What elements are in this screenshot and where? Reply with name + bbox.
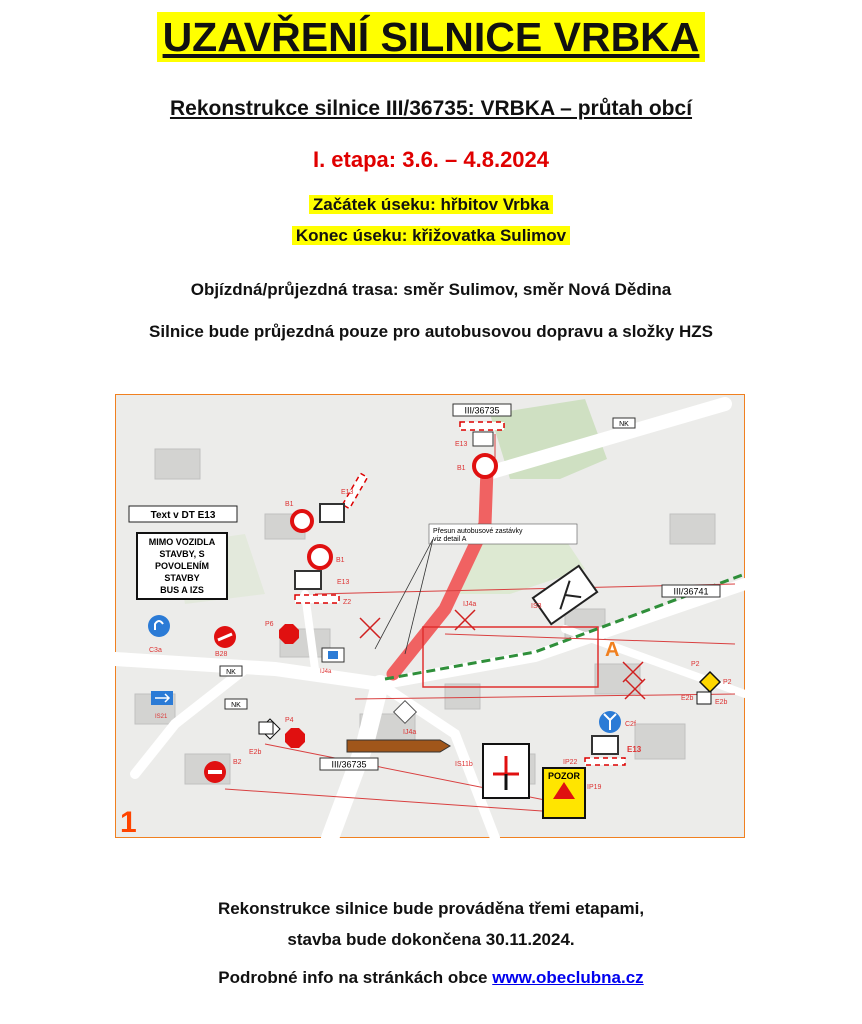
detour-route: Objízdná/průjezdná trasa: směr Sulimov, směr Nová Dědina xyxy=(190,280,672,299)
svg-text:E13: E13 xyxy=(455,441,468,448)
closure-map xyxy=(115,394,745,838)
road-label-top xyxy=(453,404,511,416)
road-label-bottom xyxy=(320,758,378,770)
page-title xyxy=(0,14,862,61)
info-line xyxy=(0,968,862,988)
svg-text:IJ4a: IJ4a xyxy=(403,729,417,736)
svg-text:NK: NK xyxy=(231,702,241,709)
passable-note: Silnice bude průjezdná pouze pro autobusovou dopravu a složky HZS xyxy=(149,322,713,341)
section-end xyxy=(0,226,862,246)
svg-text:IS11b: IS11b xyxy=(455,761,473,768)
village-website-link[interactable]: www.obeclubna.cz xyxy=(492,968,644,987)
title-text: UZAVŘENÍ SILNICE VRBKA xyxy=(157,12,706,62)
svg-text:POZOR: POZOR xyxy=(547,771,581,781)
nk-label-1 xyxy=(613,418,635,428)
svg-text:NK: NK xyxy=(226,669,236,676)
svg-text:B1: B1 xyxy=(285,501,294,508)
svg-text:III/36741: III/36741 xyxy=(673,586,709,597)
dt-text-panel xyxy=(129,506,237,599)
section-start xyxy=(0,195,862,215)
road-label-right xyxy=(662,585,720,597)
svg-text:B28: B28 xyxy=(215,651,228,658)
detail-a-label: A xyxy=(605,639,620,661)
svg-text:E2b: E2b xyxy=(681,695,694,702)
svg-text:NK: NK xyxy=(619,421,629,428)
svg-text:C3a: C3a xyxy=(149,647,162,654)
svg-text:E13: E13 xyxy=(337,579,350,586)
subtitle: Rekonstrukce silnice III/36735: VRBKA – průtah obcí xyxy=(169,97,693,120)
section-end-text: Konec úseku: křižovatka Sulimov xyxy=(292,226,570,245)
svg-text:E2b: E2b xyxy=(249,749,262,756)
sheet-number: 1 xyxy=(120,806,137,838)
svg-text:E13: E13 xyxy=(627,745,642,754)
dt-line-4: STAVBY xyxy=(164,573,200,583)
detour-arrow-sign xyxy=(347,740,450,752)
info-prefix: Podrobné info na stránkách obce xyxy=(218,968,493,987)
svg-text:E13: E13 xyxy=(341,489,354,496)
stage-dates: I. etapa: 3.6. – 4.8.2024 xyxy=(312,147,550,172)
svg-text:IP22: IP22 xyxy=(563,759,578,766)
nk-label-2 xyxy=(220,666,242,676)
svg-text:IS3: IS3 xyxy=(531,603,542,610)
svg-text:IJ4a: IJ4a xyxy=(320,669,332,675)
label-ij4a-2: IJ4a xyxy=(463,601,477,608)
svg-text:B1: B1 xyxy=(336,557,345,564)
svg-text:III/36735: III/36735 xyxy=(331,759,367,770)
svg-text:P6: P6 xyxy=(265,621,274,628)
svg-text:Přesun autobusové zastávky: Přesun autobusové zastávky xyxy=(433,528,523,535)
svg-text:B1: B1 xyxy=(457,465,466,472)
svg-text:B2: B2 xyxy=(233,759,242,766)
dt-line-2: STAVBY, S xyxy=(159,549,205,559)
dt-line-5: BUS A IZS xyxy=(160,585,204,595)
svg-text:Z2: Z2 xyxy=(343,599,352,606)
dt-heading: Text v DT E13 xyxy=(150,510,216,521)
nk-label-3 xyxy=(225,699,247,709)
svg-text:IP19: IP19 xyxy=(587,784,602,791)
note-line-2: stavba bude dokončena 30.11.2024. xyxy=(287,930,575,949)
dt-line-3: POVOLENÍM xyxy=(154,561,210,571)
svg-text:P2: P2 xyxy=(723,679,732,686)
svg-text:P2: P2 xyxy=(691,661,700,668)
svg-text:IS21: IS21 xyxy=(155,714,168,720)
sign-stop-2 xyxy=(285,728,305,748)
svg-text:P4: P4 xyxy=(285,717,294,724)
svg-text:viz detail A: viz detail A xyxy=(433,536,467,543)
svg-text:E2b: E2b xyxy=(715,699,728,706)
svg-text:III/36735: III/36735 xyxy=(464,405,500,416)
svg-text:C2f: C2f xyxy=(625,721,636,728)
dt-line-1: MIMO VOZIDLA xyxy=(148,537,216,547)
section-start-text: Začátek úseku: hřbitov Vrbka xyxy=(309,195,553,214)
note-line-1: Rekonstrukce silnice bude prováděna třemi etapami, xyxy=(217,899,645,918)
